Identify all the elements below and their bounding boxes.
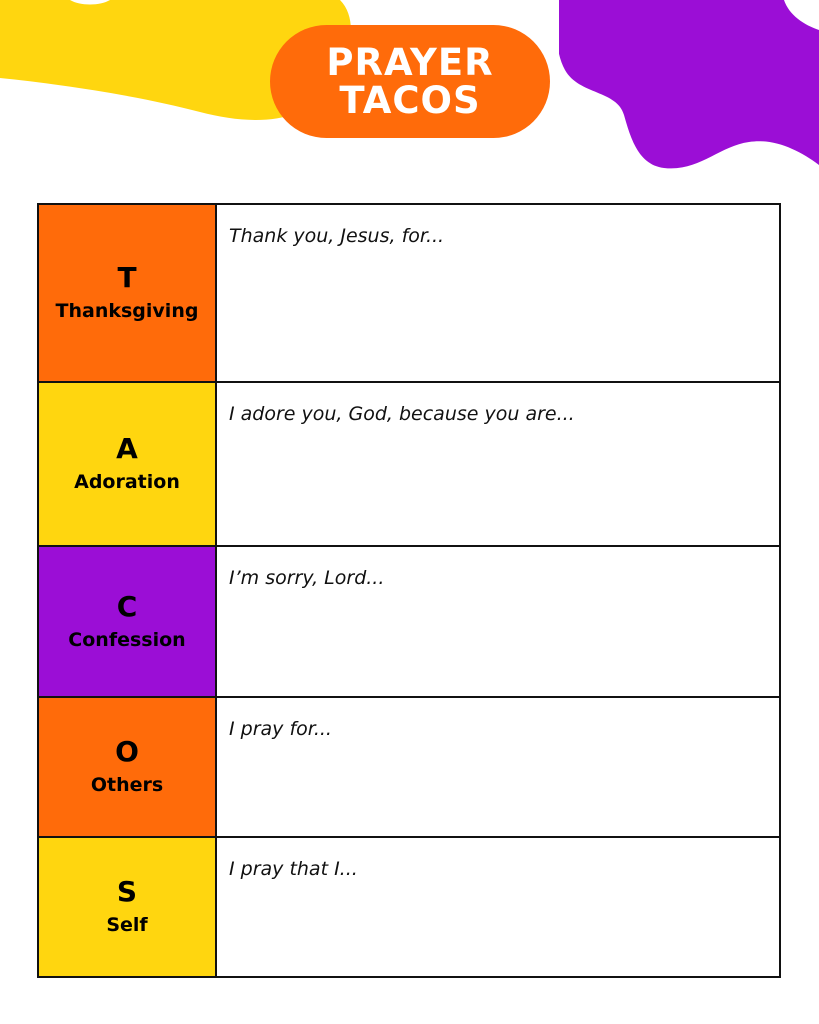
writing-area-others[interactable] [217, 698, 779, 836]
row-letter: S [116, 875, 138, 908]
letter-cell-t [39, 205, 217, 381]
row-letter: C [116, 589, 138, 623]
row-word: Thanksgiving [55, 300, 199, 322]
row-prompt: I pray for... [229, 718, 332, 740]
row-word: Adoration [74, 471, 180, 493]
writing-area-confession[interactable] [217, 547, 779, 696]
row-letter: O [115, 735, 139, 768]
writing-area-thanksgiving[interactable] [217, 205, 779, 381]
letter-cell-a [39, 383, 217, 545]
row-prompt: I adore you, God, because you are... [229, 403, 575, 425]
row-prompt: I’m sorry, Lord... [229, 567, 385, 589]
writing-area-adoration[interactable] [217, 383, 779, 545]
letter-cell-o [39, 698, 217, 836]
letter-cell-c [39, 547, 217, 696]
title-line-2: TACOS [339, 78, 481, 122]
row-word: Self [106, 914, 148, 936]
purple-paint-blob [559, 0, 819, 175]
row-word: Others [90, 774, 164, 796]
row-letter: T [117, 261, 137, 294]
row-letter: A [116, 432, 138, 465]
row-word: Confession [68, 628, 186, 651]
letter-cell-s [39, 838, 217, 976]
row-prompt: I pray that I... [229, 858, 358, 880]
row-prompt: Thank you, Jesus, for... [229, 225, 445, 247]
tacos-table [37, 203, 781, 978]
row-adoration [39, 383, 779, 547]
row-others [39, 698, 779, 838]
title-badge [270, 25, 550, 138]
row-thanksgiving [39, 205, 779, 383]
row-self [39, 838, 779, 976]
title-line-1: PRAYER [326, 40, 494, 84]
writing-area-self[interactable] [217, 838, 779, 976]
row-confession [39, 547, 779, 698]
